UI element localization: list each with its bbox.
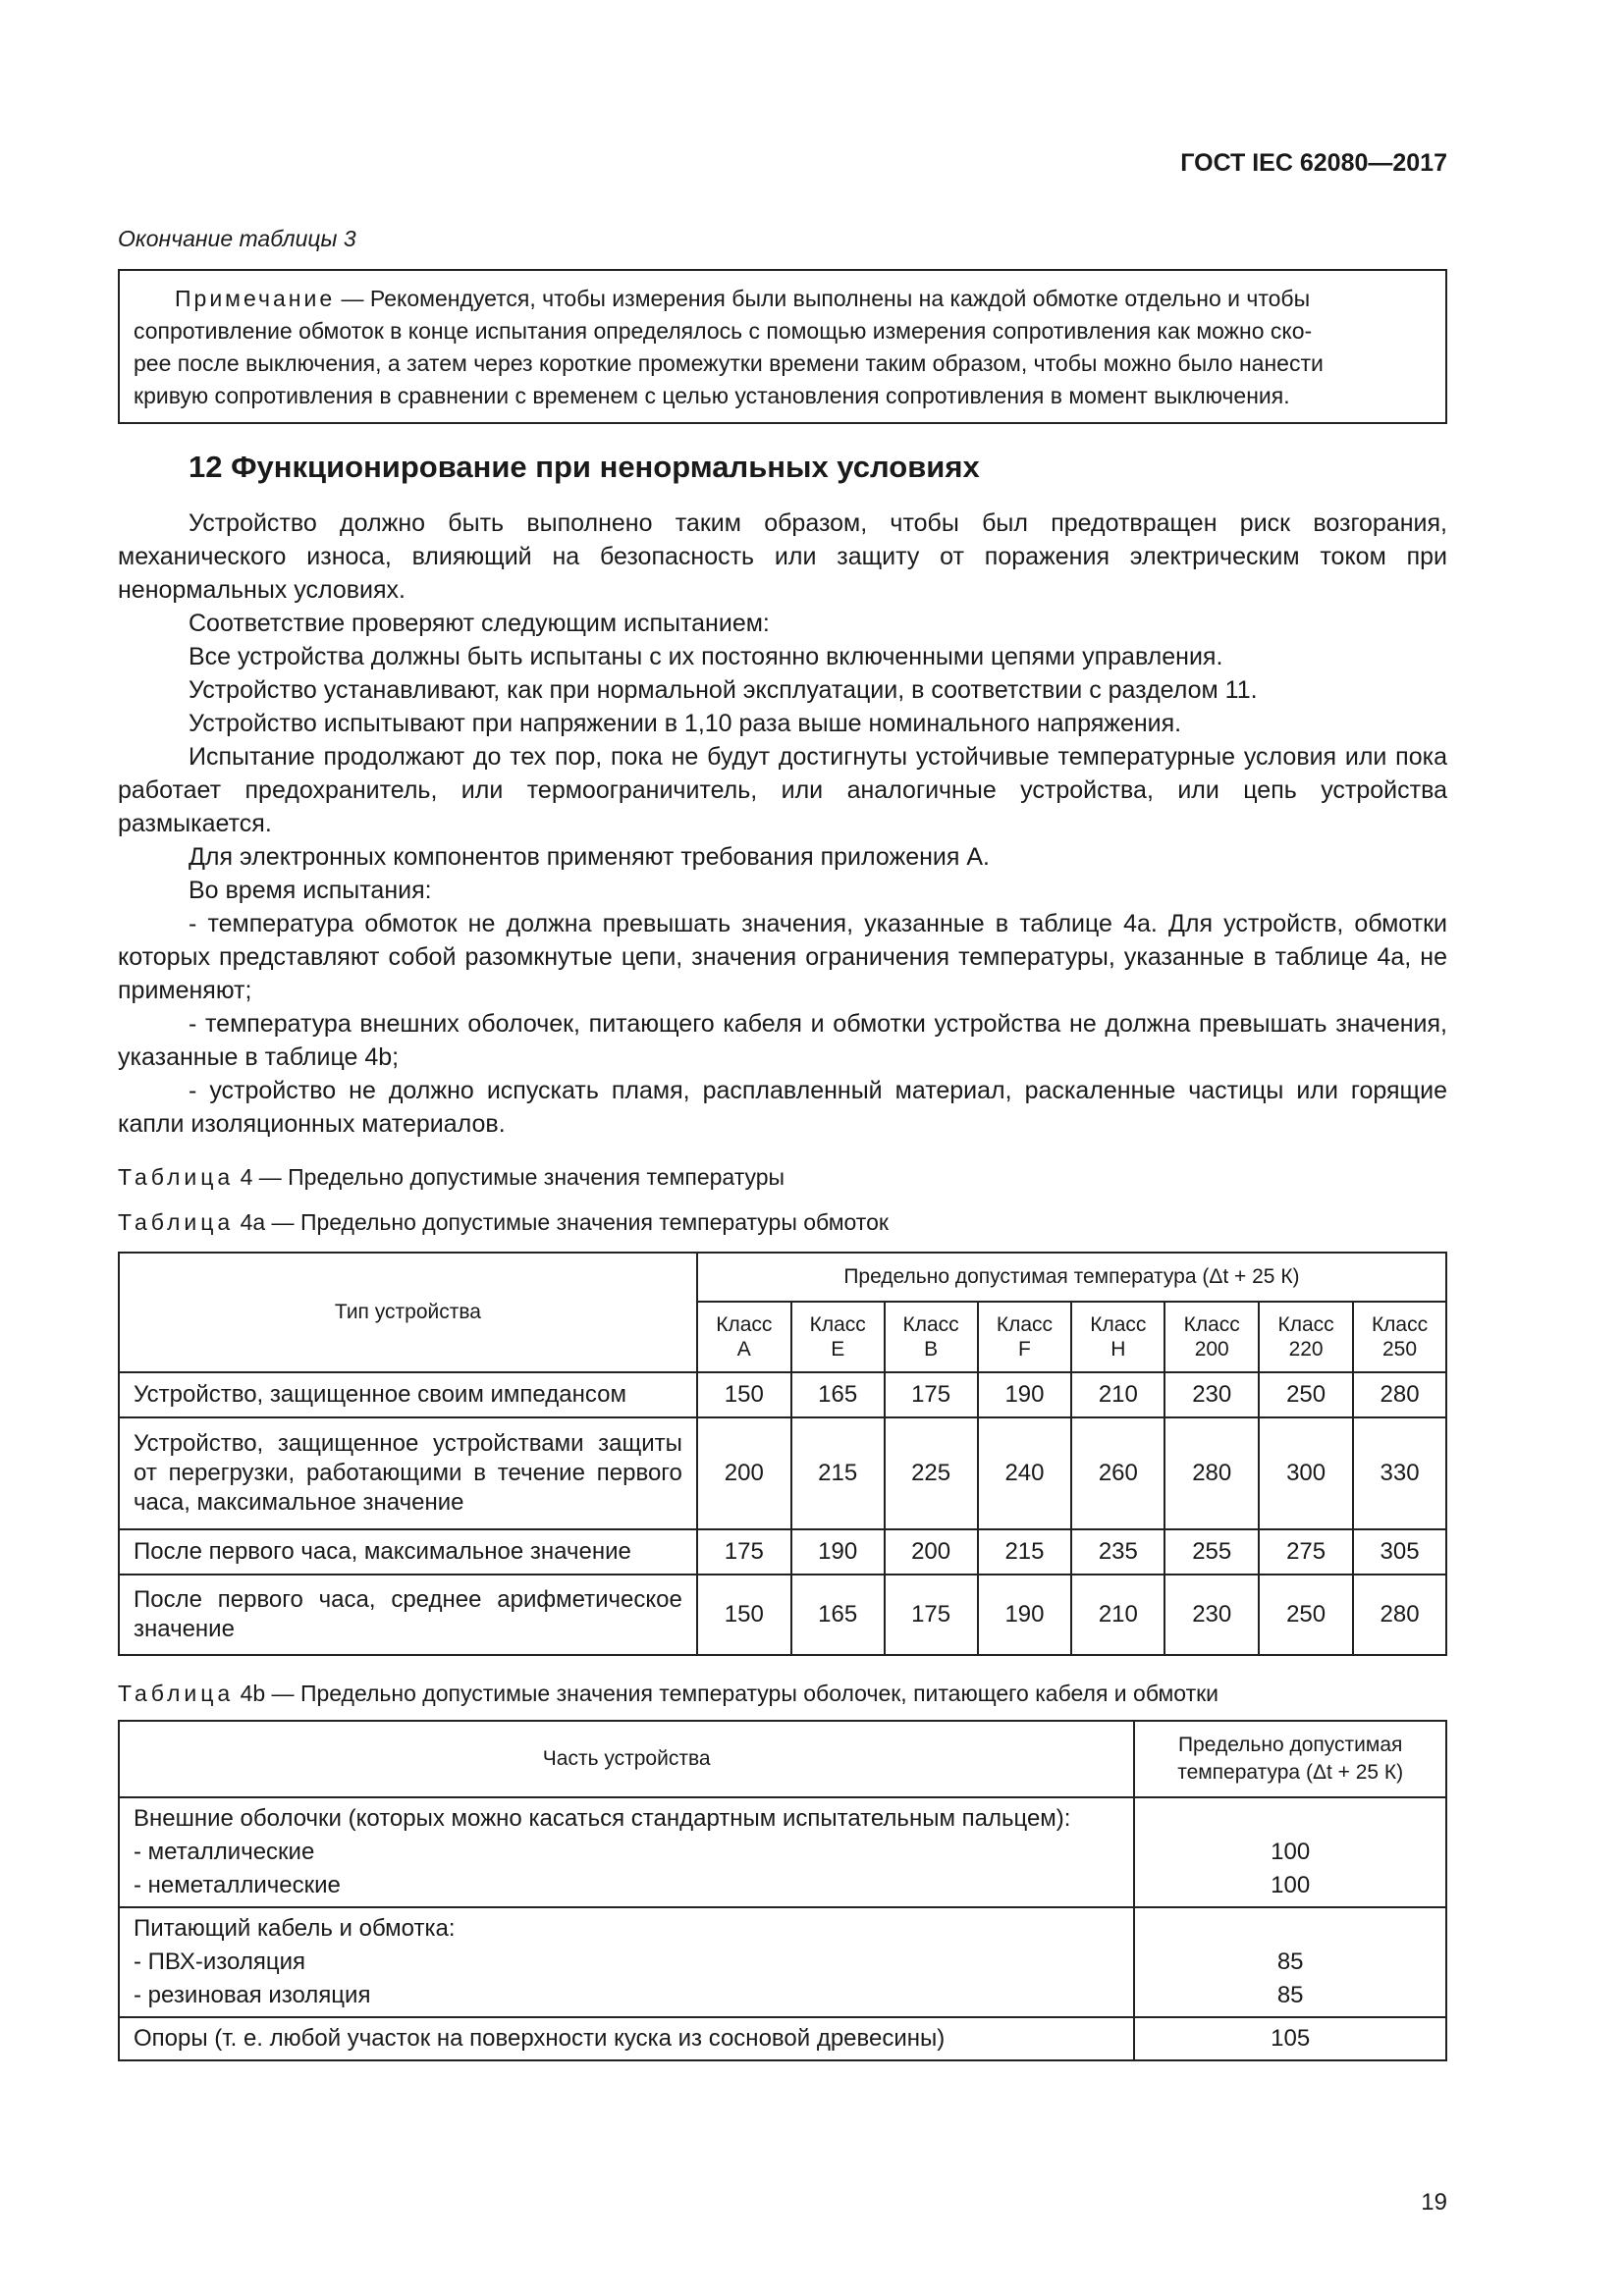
section-title: 12 Функционирование при ненормальных условиях [189, 450, 980, 484]
cell-value: 230 [1164, 1575, 1259, 1655]
class-header: Класс В [885, 1302, 978, 1372]
cell-value: 150 [697, 1575, 791, 1655]
cell-value: 275 [1259, 1529, 1353, 1575]
cell-value: 175 [885, 1372, 978, 1417]
paragraph: Устройство должно быть выполнено таким образом, чтобы был предотвращен риск возгорания, механического износа, влияющий на безопасность или защиту от поражения электрическим током при ненормальных условиях. [118, 509, 1447, 604]
note-line: рее после выключения, а затем через короткие промежутки времени таким образом, чтобы можно было нанести [134, 350, 1324, 376]
table-continuation-label: Окончание таблицы 3 [118, 226, 356, 251]
cell-value: 280 [1164, 1417, 1259, 1529]
cell-value: 190 [978, 1575, 1072, 1655]
cell-value: 280 [1353, 1372, 1446, 1417]
cell-value: 210 [1071, 1372, 1164, 1417]
col-header-temp-limit: Предельно допустимая температура (Δt + 25 К) [1134, 1721, 1446, 1797]
table-row [119, 1575, 1446, 1655]
cell-value: 250 [1259, 1575, 1353, 1655]
cell-value: 250 [1259, 1372, 1353, 1417]
col-header-temp-limit: Предельно допустимая температура (Δt + 25 К) [697, 1253, 1446, 1302]
paragraph: - температура обмоток не должна превышать значения, указанные в таблице 4а. Для устройств, обмотки которых представляют собой разомкнутые цепи, значения ограничения температуры, указанные в таблице 4а, не применяют; [118, 910, 1447, 1004]
cell-value: 225 [885, 1417, 978, 1529]
paragraph: Во время испытания: [189, 877, 432, 904]
table-row [119, 1372, 1446, 1417]
cell-value: 280 [1353, 1575, 1446, 1655]
paragraph: - устройство не должно испускать пламя, расплавленный материал, раскаленные частицы или горящие капли изоляционных материалов. [118, 1077, 1447, 1138]
cell-value: 165 [791, 1575, 885, 1655]
cell-value: 175 [885, 1575, 978, 1655]
note-box [118, 269, 1447, 424]
paragraph: Устройство устанавливают, как при нормальной эксплуатации, в соответствии с разделом 11. [189, 676, 1258, 704]
class-header: Класс Н [1071, 1302, 1164, 1372]
note-line: Примечание — Рекомендуется, чтобы измерения были выполнены на каждой обмотке отдельно и чтобы [175, 286, 1311, 311]
note-line: сопротивление обмоток в конце испытания определялось с помощью измерения сопротивления как можно ско- [134, 318, 1313, 344]
cell-value: 85 85 [1134, 1907, 1446, 2017]
table-row [119, 2017, 1446, 2060]
row-label: Питающий кабель и обмотка: - ПВХ-изоляция - резиновая изоляция [119, 1907, 1134, 2017]
cell-value: 255 [1164, 1529, 1259, 1575]
paragraph: Все устройства должны быть испытаны с их постоянно включенными цепями управления. [189, 643, 1223, 670]
cell-value: 330 [1353, 1417, 1446, 1529]
class-header: Класс 200 [1164, 1302, 1259, 1372]
cell-value: 200 [697, 1417, 791, 1529]
class-header: Класс F [978, 1302, 1072, 1372]
cell-value: 300 [1259, 1417, 1353, 1529]
page-number: 19 [1421, 2189, 1447, 2216]
table-4b-caption: Таблица 4b — Предельно допустимые значения температуры оболочек, питающего кабеля и обмотки [118, 1681, 1219, 1706]
row-label: Устройство, защищенное устройствами защиты от перегрузки, работающими в течение первого часа, максимальное значение [119, 1417, 697, 1529]
cell-value: 260 [1071, 1417, 1164, 1529]
cell-value: 150 [697, 1372, 791, 1417]
paragraph: Испытание продолжают до тех пор, пока не будут достигнуты устойчивые температурные условия или пока работает предохранитель, или термоограничитель, или аналогичные устройства, или цепь устройства размыкается. [118, 743, 1447, 837]
paragraph: Соответствие проверяют следующим испытанием: [189, 610, 770, 637]
table-4a [118, 1252, 1447, 1656]
col-header-device-type: Тип устройства [119, 1253, 697, 1372]
cell-value: 105 [1134, 2017, 1446, 2060]
cell-value: 215 [791, 1417, 885, 1529]
cell-value: 190 [978, 1372, 1072, 1417]
document-standard-code: ГОСТ IEC 62080—2017 [1180, 149, 1447, 177]
table-row [119, 1529, 1446, 1575]
class-header: Класс 250 [1353, 1302, 1446, 1372]
section-body [118, 507, 1447, 1141]
cell-value: 190 [791, 1529, 885, 1575]
table-row [119, 1417, 1446, 1529]
paragraph: - температура внешних оболочек, питающего кабеля и обмотки устройства не должна превышать значения, указанные в таблице 4b; [118, 1010, 1447, 1071]
cell-value: 200 [885, 1529, 978, 1575]
paragraph: Для электронных компонентов применяют требования приложения А. [189, 843, 990, 871]
cell-value: 305 [1353, 1529, 1446, 1575]
table-4-caption: Таблица 4 — Предельно допустимые значения температуры [118, 1164, 785, 1190]
note-line: кривую сопротивления в сравнении с временем с целью установления сопротивления в момент выключения. [134, 383, 1290, 408]
cell-value: 175 [697, 1529, 791, 1575]
cell-value: 240 [978, 1417, 1072, 1529]
cell-value: 165 [791, 1372, 885, 1417]
row-label: После первого часа, среднее арифметическое значение [119, 1575, 697, 1655]
row-label: Внешние оболочки (которых можно касаться стандартным испытательным пальцем): - металлические - неметаллические [119, 1797, 1134, 1907]
paragraph: Устройство испытывают при напряжении в 1,10 раза выше номинального напряжения. [189, 710, 1182, 737]
class-header: Класс Е [791, 1302, 885, 1372]
table-row [119, 1907, 1446, 2017]
col-header-part: Часть устройства [119, 1721, 1134, 1797]
table-row [119, 1797, 1446, 1907]
cell-value: 210 [1071, 1575, 1164, 1655]
row-label: Опоры (т. е. любой участок на поверхности куска из сосновой древесины) [119, 2017, 1134, 2060]
table-4a-caption: Таблица 4а — Предельно допустимые значения температуры обмоток [118, 1209, 889, 1235]
cell-value: 230 [1164, 1372, 1259, 1417]
row-label: Устройство, защищенное своим импедансом [119, 1372, 697, 1417]
table-4b [118, 1720, 1447, 2061]
class-header: Класс 220 [1259, 1302, 1353, 1372]
cell-value: 215 [978, 1529, 1072, 1575]
row-label: После первого часа, максимальное значение [119, 1529, 697, 1575]
cell-value: 100 100 [1134, 1797, 1446, 1907]
cell-value: 235 [1071, 1529, 1164, 1575]
class-header: Класс А [697, 1302, 791, 1372]
note-label: Примечание [175, 286, 336, 311]
